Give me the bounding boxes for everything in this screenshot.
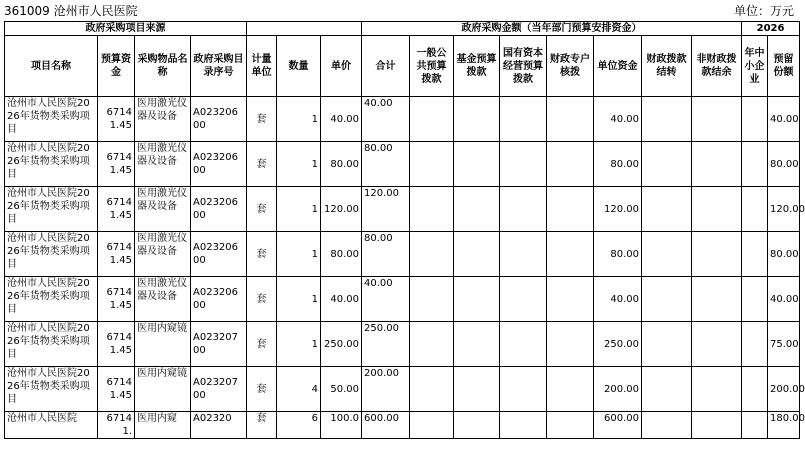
cell-fiscal-account — [547, 187, 594, 232]
cell-fiscal-account — [547, 322, 594, 367]
col-header: 合计 — [362, 36, 410, 97]
cell-state-capital — [500, 187, 547, 232]
cell-catalog-code: A02320600 — [191, 97, 247, 142]
procurement-table — [4, 21, 805, 439]
cell-unit-price: 40.00 — [321, 277, 362, 322]
group-header-amount: 政府采购金额（当年部门预算安排资金） — [362, 22, 742, 36]
cell-unit-price: 50.00 — [321, 367, 362, 412]
cell-unit: 套 — [247, 322, 277, 367]
cell-state-capital — [500, 277, 547, 322]
cell-general-budget — [410, 367, 454, 412]
cell-reserved-share: 40.00 — [768, 277, 800, 322]
cell-fiscal-carryover — [642, 412, 692, 439]
col-header: 单价 — [321, 36, 362, 97]
cell-fiscal-carryover — [642, 187, 692, 232]
cell-unit: 套 — [247, 97, 277, 142]
cell-unit: 套 — [247, 142, 277, 187]
cell-nonfiscal-balance — [692, 142, 742, 187]
cell-nonfiscal-balance — [692, 367, 742, 412]
cell-project-name: 沧州市人民医院2026年货物类采购项目 — [5, 277, 98, 322]
cell-nonfiscal-balance — [692, 412, 742, 439]
cell-item-name: 医用激光仪器及设备 — [135, 232, 191, 277]
group-header-blank — [247, 22, 362, 36]
cell-reserved-share: 180.00 — [768, 412, 800, 439]
cell-fund-budget — [454, 277, 500, 322]
cell-fiscal-account — [547, 142, 594, 187]
cell-reserved-share: 200.00 — [768, 367, 800, 412]
cell-sme-year — [742, 367, 768, 412]
cell-sme-year — [742, 97, 768, 142]
cell-state-capital — [500, 97, 547, 142]
cell-quantity: 1 — [277, 187, 321, 232]
cell-item-name: 医用激光仪器及设备 — [135, 97, 191, 142]
cell-reserved-share: 80.00 — [768, 232, 800, 277]
cell-quantity: 6 — [277, 412, 321, 439]
cell-nonfiscal-balance — [692, 277, 742, 322]
cell-total: 40.00 — [362, 97, 410, 142]
cell-sme-year — [742, 187, 768, 232]
cell-general-budget — [410, 277, 454, 322]
cell-unit: 套 — [247, 277, 277, 322]
cell-total: 80.00 — [362, 232, 410, 277]
cell-unit-price: 100.0 — [321, 412, 362, 439]
col-header: 非财政拨款结余 — [692, 36, 742, 97]
cell-fiscal-carryover — [642, 142, 692, 187]
cell-fiscal-carryover — [642, 232, 692, 277]
cell-fiscal-account — [547, 277, 594, 322]
cell-unit-price: 40.00 — [321, 97, 362, 142]
cell-fund-budget — [454, 142, 500, 187]
cell-catalog-code: A02320700 — [191, 322, 247, 367]
cell-total: 80.00 — [362, 142, 410, 187]
cell-unit-price: 120.00 — [321, 187, 362, 232]
cell-unit-funds: 250.00 — [594, 322, 642, 367]
cell-reserved-share: 120.00 — [768, 187, 800, 232]
cell-budget-amount: 67141.45 — [98, 97, 135, 142]
cell-project-name: 沧州市人民医院2026年货物类采购项目 — [5, 97, 98, 142]
cell-unit-funds: 80.00 — [594, 232, 642, 277]
cell-general-budget — [410, 412, 454, 439]
cell-unit-price: 80.00 — [321, 142, 362, 187]
col-header: 预留份额 — [768, 36, 800, 97]
cell-unit: 套 — [247, 412, 277, 439]
cell-budget-amount: 67141.45 — [98, 367, 135, 412]
cell-quantity: 1 — [277, 277, 321, 322]
cell-project-name: 沧州市人民医院2026年货物类采购项目 — [5, 367, 98, 412]
cell-fiscal-carryover — [642, 277, 692, 322]
group-header-year: 2026 — [742, 22, 800, 36]
cell-quantity: 1 — [277, 232, 321, 277]
cell-fiscal-carryover — [642, 322, 692, 367]
cell-unit: 套 — [247, 232, 277, 277]
cell-unit-funds: 40.00 — [594, 277, 642, 322]
cell-catalog-code: A02320 — [191, 412, 247, 439]
cell-item-name: 医用激光仪器及设备 — [135, 142, 191, 187]
cell-sme-year — [742, 142, 768, 187]
cell-state-capital — [500, 412, 547, 439]
cell-state-capital — [500, 232, 547, 277]
cell-project-name: 沧州市人民医院2026年货物类采购项目 — [5, 322, 98, 367]
cell-nonfiscal-balance — [692, 232, 742, 277]
cell-reserved-share: 40.00 — [768, 97, 800, 142]
cell-fiscal-account — [547, 97, 594, 142]
col-header: 财政拨款结转 — [642, 36, 692, 97]
col-header: 预算资金 — [98, 36, 135, 97]
col-header: 基金预算拨款 — [454, 36, 500, 97]
cell-fund-budget — [454, 412, 500, 439]
cell-general-budget — [410, 97, 454, 142]
cell-reserved-share: 75.00 — [768, 322, 800, 367]
page-header — [0, 0, 800, 20]
cell-project-name: 沧州市人民医院 — [5, 412, 98, 439]
cell-fiscal-carryover — [642, 367, 692, 412]
col-header: 财政专户核拨 — [547, 36, 594, 97]
cell-quantity: 4 — [277, 367, 321, 412]
cell-total: 250.00 — [362, 322, 410, 367]
cell-budget-amount: 67141.45 — [98, 187, 135, 232]
table-row — [5, 142, 800, 187]
cell-fiscal-account — [547, 232, 594, 277]
cell-unit-funds: 200.00 — [594, 367, 642, 412]
table-row — [5, 277, 800, 322]
cell-unit-price: 250.00 — [321, 322, 362, 367]
col-header: 政府采购目录序号 — [191, 36, 247, 97]
cell-item-name: 医用激光仪器及设备 — [135, 187, 191, 232]
table-row — [5, 367, 800, 412]
cell-unit-funds: 120.00 — [594, 187, 642, 232]
table-row — [5, 322, 800, 367]
cell-fiscal-account — [547, 367, 594, 412]
cell-budget-amount: 67141.45 — [98, 142, 135, 187]
cell-total: 120.00 — [362, 187, 410, 232]
cell-total: 600.00 — [362, 412, 410, 439]
cell-catalog-code: A02320600 — [191, 142, 247, 187]
col-header: 采购物品名称 — [135, 36, 191, 97]
cell-total: 40.00 — [362, 277, 410, 322]
cell-budget-amount: 67141.45 — [98, 322, 135, 367]
col-header: 项目名称 — [5, 36, 98, 97]
cell-fiscal-account — [547, 412, 594, 439]
cell-catalog-code: A02320600 — [191, 232, 247, 277]
cell-state-capital — [500, 142, 547, 187]
cell-quantity: 1 — [277, 97, 321, 142]
cell-sme-year — [742, 412, 768, 439]
cell-item-name: 医用内窥 — [135, 412, 191, 439]
cell-item-name: 医用激光仪器及设备 — [135, 277, 191, 322]
col-header: 一般公共预算拨款 — [410, 36, 454, 97]
cell-item-name: 医用内窥镜 — [135, 322, 191, 367]
cell-budget-amount: 67141.45 — [98, 277, 135, 322]
cell-general-budget — [410, 142, 454, 187]
cell-unit-funds: 600.00 — [594, 412, 642, 439]
col-header: 单位资金 — [594, 36, 642, 97]
table-body — [5, 97, 805, 439]
cell-reserved-share: 80.00 — [768, 142, 800, 187]
unit-label: 单位：万元 — [733, 4, 794, 18]
cell-state-capital — [500, 367, 547, 412]
cell-fund-budget — [454, 232, 500, 277]
cell-item-name: 医用内窥镜 — [135, 367, 191, 412]
cell-general-budget — [410, 187, 454, 232]
table-row — [5, 232, 800, 277]
cell-unit-funds: 40.00 — [594, 97, 642, 142]
cell-unit: 套 — [247, 187, 277, 232]
cell-catalog-code: A02320600 — [191, 187, 247, 232]
cell-total: 200.00 — [362, 367, 410, 412]
cell-fund-budget — [454, 187, 500, 232]
cell-quantity: 1 — [277, 322, 321, 367]
cell-unit: 套 — [247, 367, 277, 412]
cell-fiscal-carryover — [642, 97, 692, 142]
unit-code-name: 361009 沧州市人民医院 — [4, 4, 138, 18]
cell-sme-year — [742, 322, 768, 367]
cell-general-budget — [410, 322, 454, 367]
header-row-group — [5, 22, 800, 36]
cell-general-budget — [410, 232, 454, 277]
group-header-source: 政府采购项目来源 — [5, 22, 247, 36]
cell-budget-amount: 67141.45 — [98, 232, 135, 277]
col-header: 年中小企业 — [742, 36, 768, 97]
cell-project-name: 沧州市人民医院2026年货物类采购项目 — [5, 232, 98, 277]
cell-nonfiscal-balance — [692, 97, 742, 142]
cell-fund-budget — [454, 322, 500, 367]
cell-fund-budget — [454, 97, 500, 142]
col-header: 计量单位 — [247, 36, 277, 97]
cell-nonfiscal-balance — [692, 322, 742, 367]
cell-state-capital — [500, 322, 547, 367]
cell-catalog-code: A02320600 — [191, 277, 247, 322]
cell-quantity: 1 — [277, 142, 321, 187]
col-header: 数量 — [277, 36, 321, 97]
col-header: 国有资本经营预算拨款 — [500, 36, 547, 97]
cell-sme-year — [742, 232, 768, 277]
cell-sme-year — [742, 277, 768, 322]
table-row — [5, 187, 800, 232]
cell-catalog-code: A02320700 — [191, 367, 247, 412]
cell-unit-price: 80.00 — [321, 232, 362, 277]
cell-project-name: 沧州市人民医院2026年货物类采购项目 — [5, 142, 98, 187]
cell-unit-funds: 80.00 — [594, 142, 642, 187]
cell-fund-budget — [454, 367, 500, 412]
cell-nonfiscal-balance — [692, 187, 742, 232]
cell-budget-amount: 67141. — [98, 412, 135, 439]
table-row — [5, 412, 800, 439]
header-row-columns — [5, 36, 800, 97]
table-row — [5, 97, 800, 142]
cell-project-name: 沧州市人民医院2026年货物类采购项目 — [5, 187, 98, 232]
